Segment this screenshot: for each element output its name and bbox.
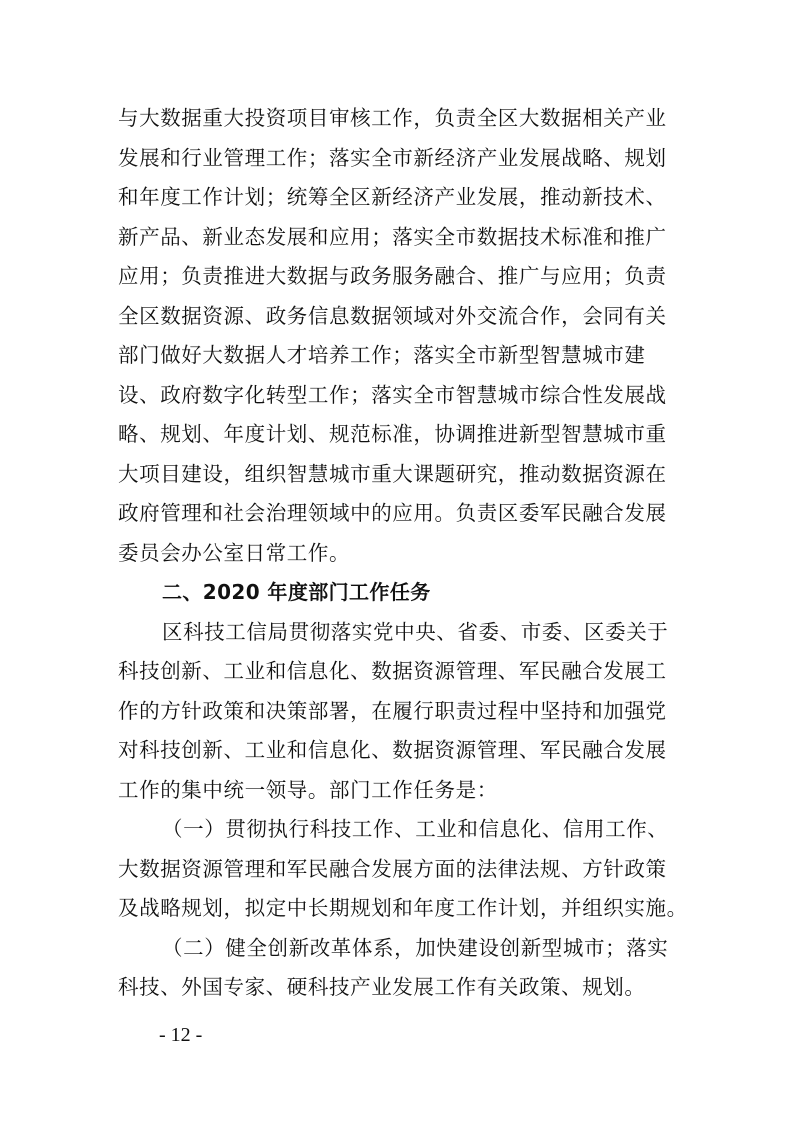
text-line: 科技创新、工业和信息化、数据资源管理、军民融合发展工 xyxy=(118,659,667,683)
text-line: （一）贯彻执行科技工作、工业和信息化、信用工作、 xyxy=(162,817,669,841)
text-line: 及战略规划，拟定中长期规划和年度工作计划，并组织实施。 xyxy=(118,896,688,920)
task-item-1 xyxy=(118,810,688,929)
text-line: 全区数据资源、政务信息数据领域对外交流合作，会同有关 xyxy=(118,303,667,328)
text-line: 工作的集中统一领导。部门工作任务是： xyxy=(118,777,498,802)
page-number: - 12 - xyxy=(159,1024,203,1046)
text-line: 略、规划、年度计划、规范标准，协调推进新型智慧城市重 xyxy=(118,422,667,446)
document-body xyxy=(118,99,688,1008)
text-line: 大数据资源管理和军民融合发展方面的法律法规、方针政策 xyxy=(118,856,667,881)
text-line: 发展和行业管理工作；落实全市新经济产业发展战略、规划 xyxy=(118,145,667,170)
paragraph-duties-continued xyxy=(118,99,678,573)
text-line: 应用；负责推进大数据与政务服务融合、推广与应用；负责 xyxy=(118,264,667,288)
text-line: 与大数据重大投资项目审核工作，负责全区大数据相关产业 xyxy=(118,106,667,130)
text-line: 区科技工信局贯彻落实党中央、省委、市委、区委关于 xyxy=(162,619,669,644)
text-line: 设、政府数字化转型工作；落实全市智慧城市综合性发展战 xyxy=(118,382,667,407)
text-line: 新产品、新业态发展和应用；落实全市数据技术标准和推广 xyxy=(118,224,667,249)
section-heading: 二、2020 年度部门工作任务 xyxy=(162,580,431,604)
paragraph-department-tasks xyxy=(118,613,678,811)
text-line: 委员会办公室日常工作。 xyxy=(118,540,351,565)
text-line: 科技、外国专家、硬科技产业发展工作有关政策、规划。 xyxy=(118,975,646,999)
text-line: 大项目建设，组织智慧城市重大课题研究，推动数据资源在 xyxy=(118,461,667,486)
text-line: 作的方针政策和决策部署，在履行职责过程中坚持和加强党 xyxy=(118,698,667,723)
text-line: （二）健全创新改革体系，加快建设创新型城市；落实 xyxy=(162,935,669,960)
text-line: 部门做好大数据人才培养工作；落实全市新型智慧城市建 xyxy=(118,343,646,367)
text-line: 和年度工作计划；统筹全区新经济产业发展，推动新技术、 xyxy=(118,185,667,209)
task-item-2 xyxy=(118,929,678,1008)
text-line: 政府管理和社会治理领域中的应用。负责区委军民融合发展 xyxy=(118,501,667,525)
text-line: 对科技创新、工业和信息化、数据资源管理、军民融合发展 xyxy=(118,738,667,762)
